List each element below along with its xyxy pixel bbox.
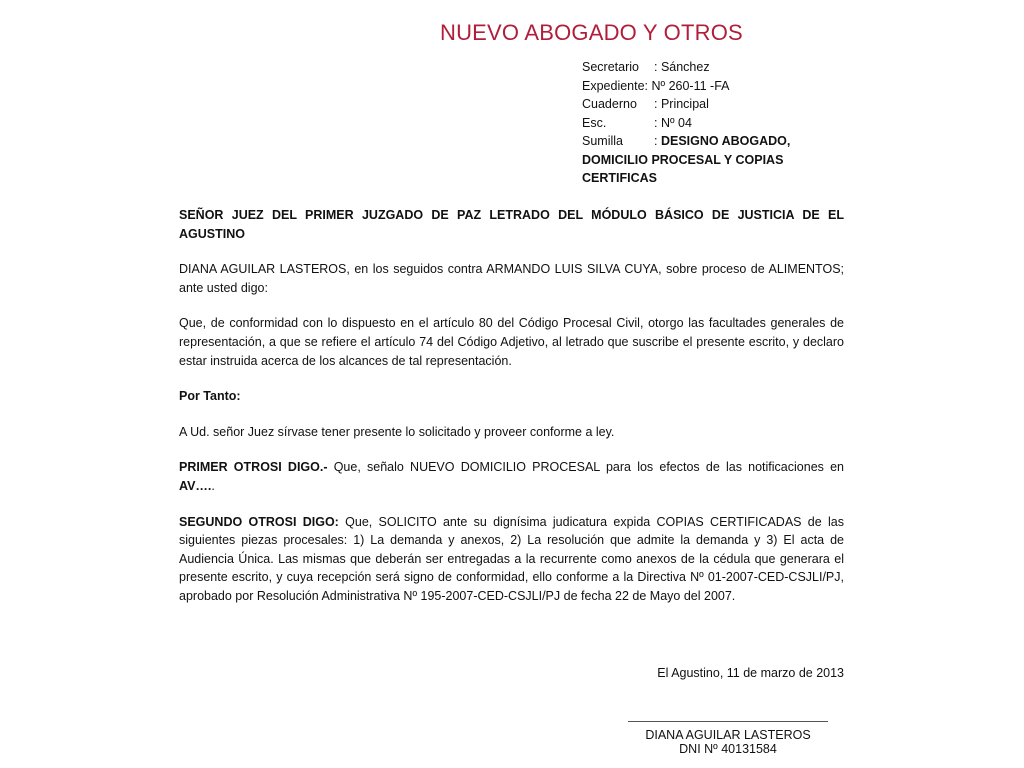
segundo-otrosi-text: Que, SOLICITO ante su dignísima judicatura expida COPIAS CERTIFICADAS de las siguientes piezas procesales: 1) La demanda y anexos, 2) La resolución que admite la demanda y 3) El acta de Audiencia Única. Las mismas que deberán ser entregadas a la recurrente como anexos de la cédula que generara el presente escrito, y cuya recepción será signo de conformidad, ello conforme a la Directiva Nº 01-2007-CED-CSJLI/PJ, aprobado por Resolución Administrativa Nº 195-2007-CED-CSJLI/PJ de fecha 22 de Mayo del 2007. <box>179 514 844 603</box>
segundo-otrosi-label: SEGUNDO OTROSI DIGO: <box>179 514 339 529</box>
meta-expediente-value: Nº 260-11 -FA <box>651 78 730 93</box>
meta-secretario-label: Secretario <box>582 60 639 74</box>
primer-otrosi-end: . <box>211 478 215 493</box>
date-line: El Agustino, 11 de marzo de 2013 <box>657 666 844 680</box>
meta-secretario <box>582 58 844 77</box>
meta-esc-label: Esc. <box>582 115 607 130</box>
por-tanto-heading: Por Tanto: <box>179 389 241 404</box>
primer-otrosi-label: PRIMER OTROSI DIGO.- <box>179 460 328 475</box>
signature-name: DIANA AGUILAR LASTEROS <box>645 728 811 742</box>
signature-dni: DNI Nº 40131584 <box>679 742 777 756</box>
meta-sumilla-value: DESIGNO ABOGADO, DOMICILIO PROCESAL Y COPIAS CERTIFICAS <box>582 134 791 185</box>
case-metadata <box>582 58 844 188</box>
meta-cuaderno-label: Cuaderno <box>582 97 637 111</box>
primer-otrosi-text: Que, señalo NUEVO DOMICILIO PROCESAL para los efectos de las notificaciones en <box>327 460 844 475</box>
meta-sumilla <box>582 132 844 188</box>
document-body <box>179 206 844 623</box>
segundo-otrosi-paragraph <box>179 513 844 606</box>
request-paragraph: A Ud. señor Juez sírvase tener presente lo solicitado y proveer conforme a ley. <box>179 424 615 439</box>
meta-cuaderno-value: : Principal <box>654 97 709 111</box>
meta-esc-value: : Nº 04 <box>654 115 692 130</box>
intro-paragraph: DIANA AGUILAR LASTEROS, en los seguidos contra ARMANDO LUIS SILVA CUYA, sobre proceso de ALIMENTOS; ante usted digo: <box>179 262 844 295</box>
meta-sumilla-label: Sumilla <box>582 134 623 148</box>
primer-otrosi-address: AV…. <box>179 478 212 493</box>
document-title: NUEVO ABOGADO Y OTROS <box>440 20 743 45</box>
meta-expediente-label: Expediente: <box>582 78 649 93</box>
meta-cuaderno <box>582 95 844 114</box>
addressee: SEÑOR JUEZ DEL PRIMER JUZGADO DE PAZ LETRADO DEL MÓDULO BÁSICO DE JUSTICIA DE EL AGUSTINO <box>179 208 844 241</box>
signature-block <box>628 721 828 756</box>
meta-sumilla-sep: : <box>654 134 661 148</box>
meta-esc <box>582 114 844 133</box>
meta-secretario-value: : Sánchez <box>654 60 710 74</box>
representation-paragraph: Que, de conformidad con lo dispuesto en el artículo 80 del Código Procesal Civil, otorgo las facultades generales de representación, a que se refiere el artículo 74 del Código Adjetivo, al letrado que suscribe el presente escrito, y declaro estar instruida acerca de los alcances de tal representación. <box>179 316 844 368</box>
meta-expediente <box>582 77 844 96</box>
primer-otrosi-paragraph <box>179 458 844 495</box>
